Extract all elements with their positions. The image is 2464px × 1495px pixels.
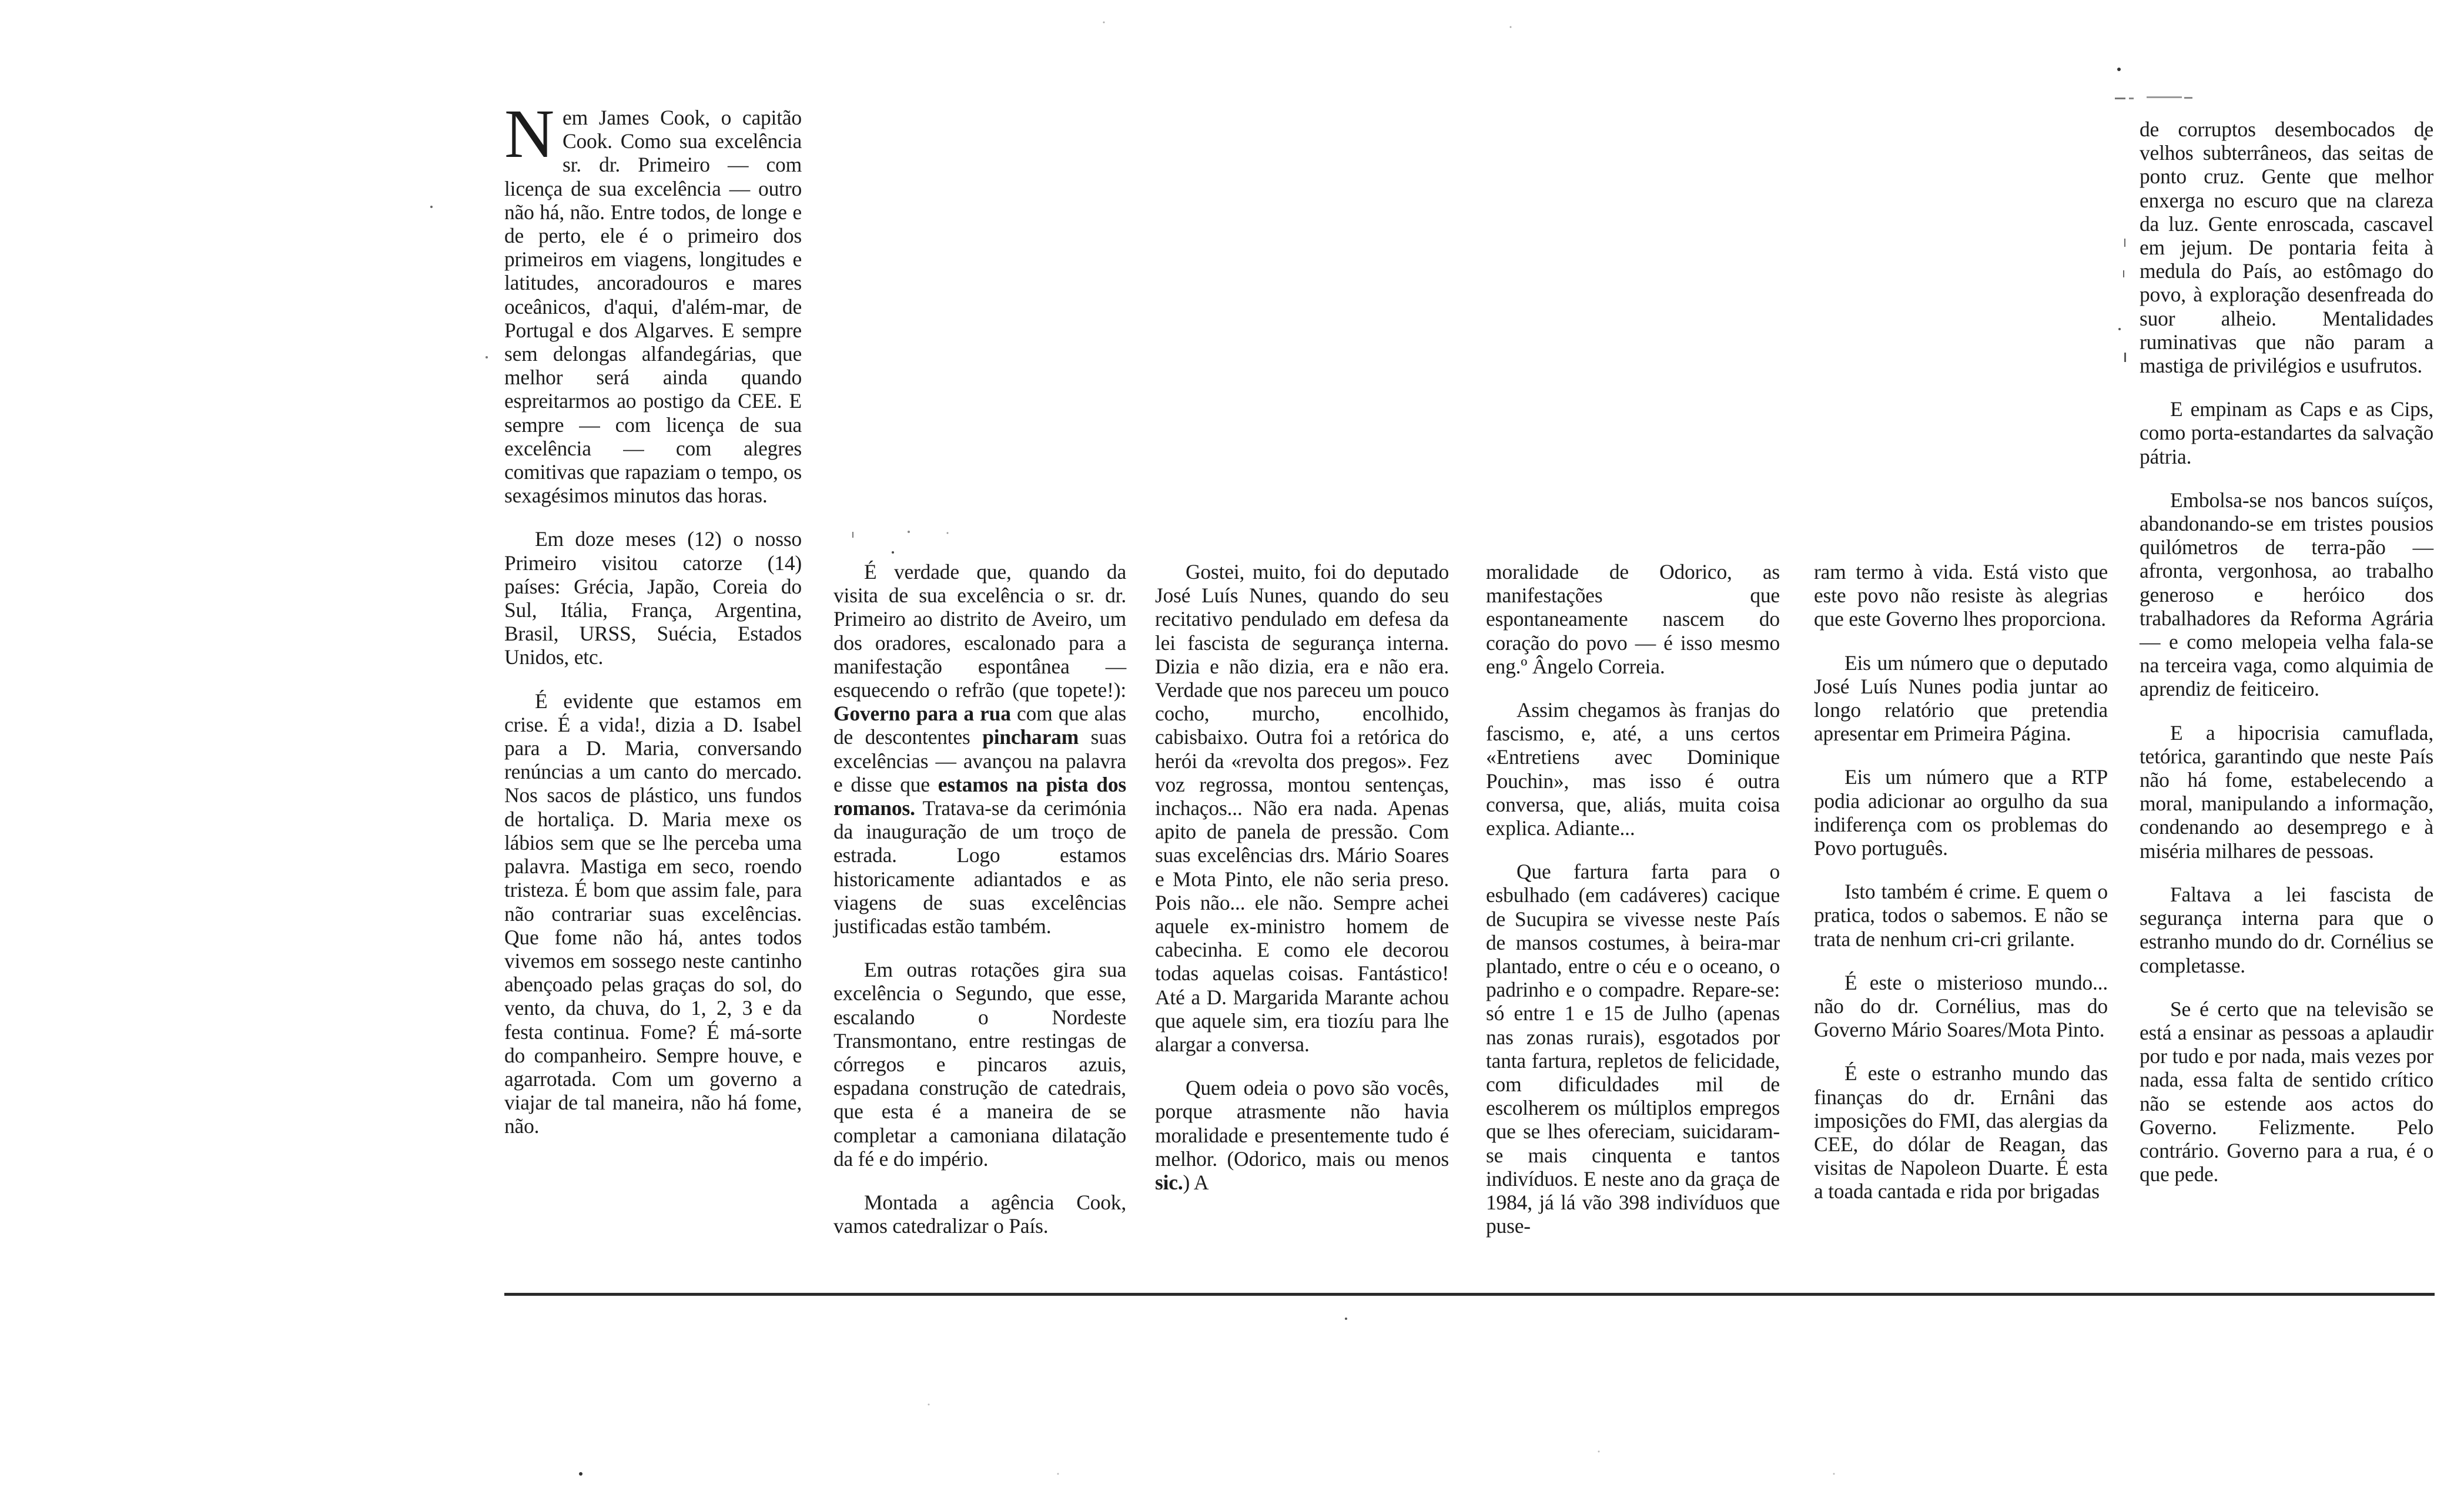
article-paragraph: Montada a agência Cook, vamos catedralizar o País. (833, 1191, 1126, 1238)
article-paragraph: ram termo à vida. Está visto que este povo não resiste às alegrias que este Governo lhes proporciona. (1814, 560, 2108, 631)
bold-phrase: estamos na pista dos romanos. (833, 772, 1126, 820)
article-column-3 (1155, 560, 1449, 1214)
article-paragraph: moralidade de Odorico, as manifestações que espontaneamente nascem do coração do povo — é isso mesmo eng.º Ângelo Correia. (1486, 560, 1780, 678)
article-paragraph: Eis um número que o deputado José Luís Nunes podia juntar ao longo relatório que pretendia apresentar em Primeira Página. (1814, 651, 2108, 746)
article-paragraph: Gostei, muito, foi do deputado José Luís Nunes, quando do seu recitativo pendulado em defesa da lei fascista de segurança interna. Dizia e não dizia, era e não era. Verdade que nos pareceu um pouco cocho, murcho, encolhido, cabisbaixo. Outra foi a retórica do herói da «revolta dos pregos». Fez voz regrossa, montou sentenças, inchaços... Não era nada. Apenas apito de panela de pressão. Com suas excelências drs. Mário Soares e Mota Pinto, ele não seria preso. Pois não... ele não. Sempre achei aquele ex-ministro homem de cabecinha. E como ele decorou todas aquelas coisas. Fantástico! Até a D. Margarida Marante achou que aquele sim, era tiozíu para lhe alargar a conversa. (1155, 560, 1449, 1057)
article-column-5 (1814, 560, 2108, 1224)
article-column-6 (2140, 118, 2433, 1206)
paragraph-text: ) A (1183, 1171, 1209, 1195)
bold-phrase: pincharam (982, 725, 1079, 749)
article-paragraph (1155, 1076, 1449, 1194)
article-paragraph: Em outras rotações gira sua excelência o Segundo, que esse, escalando o Nordeste Transmontano, entre restingas de córregos e pincaros azuis, espadana construção de catedrais, que esta é a maneira de se completar a camoniana dilatação da fé e do império. (833, 958, 1126, 1171)
paragraph-text: com que alas de descontentes (833, 702, 1126, 749)
paragraph-text: É verdade que, quando da visita de sua excelência o sr. dr. Primeiro ao distrito de Aveiro, um dos oradores, escalonado para a manifestação espontânea — esquecendo o refrão (que topete!): (833, 560, 1126, 702)
article-paragraph (833, 560, 1126, 938)
article-column-2 (833, 560, 1126, 1258)
article-paragraph: Em doze meses (12) o nosso Primeiro visitou catorze (14) países: Grécia, Japão, Coreia do Sul, Itália, França, Argentina, Brasil, URSS, Suécia, Estados Unidos, etc. (504, 527, 802, 669)
bold-phrase: sic. (1155, 1171, 1183, 1195)
article-paragraph: Se é certo que na televisão se está a ensinar as pessoas a aplaudir por tudo e por nada, mais vezes por nada, essa falta de sentido crítico não se estende aos actos do Governo. Felizmente. Pelo contrário. Governo para a rua, é o que pede. (2140, 997, 2433, 1186)
article-paragraph: É este o estranho mundo das finanças do dr. Ernâni das imposições do FMI, das alergias da CEE, do dólar de Reagan, das visitas de Napoleon Duarte. É esta a toada cantada e rida por brigadas (1814, 1061, 2108, 1204)
article-paragraph: Que fartura farta para o esbulhado (em cadáveres) cacique de Sucupira se vivesse neste País de mansos costumes, à beira-mar plantado, entre o céu e o oceano, o padrinho e o compadre. Repare-se: só entre 1 e 15 de Julho (apenas nas zonas rurais), esgotados por tanta fartura, repletos de felicidade, com dificuldades mil de escolherem os múltiplos empregos que se lhes ofereciam, suicidaram-se mais cinquenta e tantos indivíduos. E neste ano da graça de 1984, já lá vão 398 indivíduos que puse- (1486, 860, 1780, 1238)
article-paragraph: Embolsa-se nos bancos suíços, abandonando-se em tristes pousios quilómetros de terra-pão — afronta, vergonhosa, ao trabalho generoso e heróico dos trabalhadores da Reforma Agrária — e como melopeia velha fala-se na terceira vaga, como alquimia de aprendiz de feiticeiro. (2140, 488, 2433, 701)
article-paragraph: Isto também é crime. E quem o pratica, todos o sabemos. E não se trata de nenhum cri-cri grilante. (1814, 880, 2108, 951)
article-column-4 (1486, 560, 1780, 1258)
article-paragraph: É evidente que estamos em crise. É a vida!, dizia a D. Isabel para a D. Maria, conversando renúncias a um canto do mercado. Nos sacos de plástico, uns fundos de hortaliça. D. Maria mexe os lábios sem que se lhe perceba uma palavra. Mastiga em seco, roendo tristeza. É bom que assim fale, para não contrariar suas excelências. Que fome não há, antes todos vivemos em sossego neste cantinho abençoado pelas graças do sol, do vento, da chuva, do 1, 2, 3 e da festa continua. Fome? É má-sorte do companheiro. Sempre houve, e agarrotada. Com um governo a viajar de tal maneira, não há fome, não. (504, 689, 802, 1138)
article-paragraph (504, 95, 802, 508)
article-paragraph: Faltava a lei fascista de segurança interna para que o estranho mundo do dr. Cornélius se completasse. (2140, 882, 2433, 977)
article-column-1 (504, 95, 802, 1158)
paragraph-text: Quem odeia o povo são vocês, porque atrasmente não havia moralidade e presentemente tudo é melhor. (Odorico, mais ou menos (1155, 1076, 1449, 1171)
drop-cap: N (504, 95, 555, 172)
paragraph-text: suas excelências — avançou na palavra e disse que (833, 725, 1126, 796)
paragraph-text: Tratava-se da cerimónia da inauguração de um troço de estrada. Logo estamos historicamente adiantados e as viagens de suas excelências justificadas estão também. (833, 796, 1126, 938)
article-paragraph: de corruptos desembocados de velhos subterrâneos, das seitas de ponto cruz. Gente que melhor enxerga no escuro que na clareza da luz. Gente enroscada, cascavel em jejum. De pontaria feita à medula do País, ao estômago do povo, à exploração desenfreada do suor alheio. Mentalidades ruminativas que não param a mastiga de privilégios e usufrutos. (2140, 118, 2433, 378)
article-paragraph: E a hipocrisia camuflada, tetórica, garantindo que neste País não há fome, estabelecendo a moral, manipulando a informação, condenando ao desemprego e à miséria milhares de pessoas. (2140, 720, 2433, 863)
bold-phrase: Governo para a rua (833, 702, 1011, 726)
paragraph-text: em James Cook, o capitão Cook. Como sua excelência sr. dr. Primeiro — com licença de sua excelência — outro não há, não. Entre todos, de longe e de perto, ele é o primeiro dos primeiros em viagens, longitudes e latitudes, ancoradouros e mares oceânicos, d'aqui, d'além-mar, de Portugal e dos Algarves. E sempre sem delongas alfandegárias, que melhor será ainda quando espreitarmos ao postigo da CEE. E sempre — com licença de sua excelência — com alegres comitivas que rapaziam o tempo, os sexagésimos minutos das horas. (504, 106, 802, 508)
article-paragraph: E empinam as Caps e as Cips, como porta-estandartes da salvação pátria. (2140, 397, 2433, 468)
bottom-rule (504, 1293, 2435, 1296)
article-paragraph: Eis um número que a RTP podia adicionar ao orgulho da sua indiferença com os problemas do Povo português. (1814, 765, 2108, 860)
article-paragraph: É este o misterioso mundo... não do dr. Cornélius, mas do Governo Mário Soares/Mota Pinto. (1814, 970, 2108, 1042)
article-paragraph: Assim chegamos às franjas do fascismo, e, até, a uns certos «Entretiens avec Dominique Pouchin», mas isso é outra conversa, que, aliás, muita coisa explica. Adiante... (1486, 698, 1780, 840)
